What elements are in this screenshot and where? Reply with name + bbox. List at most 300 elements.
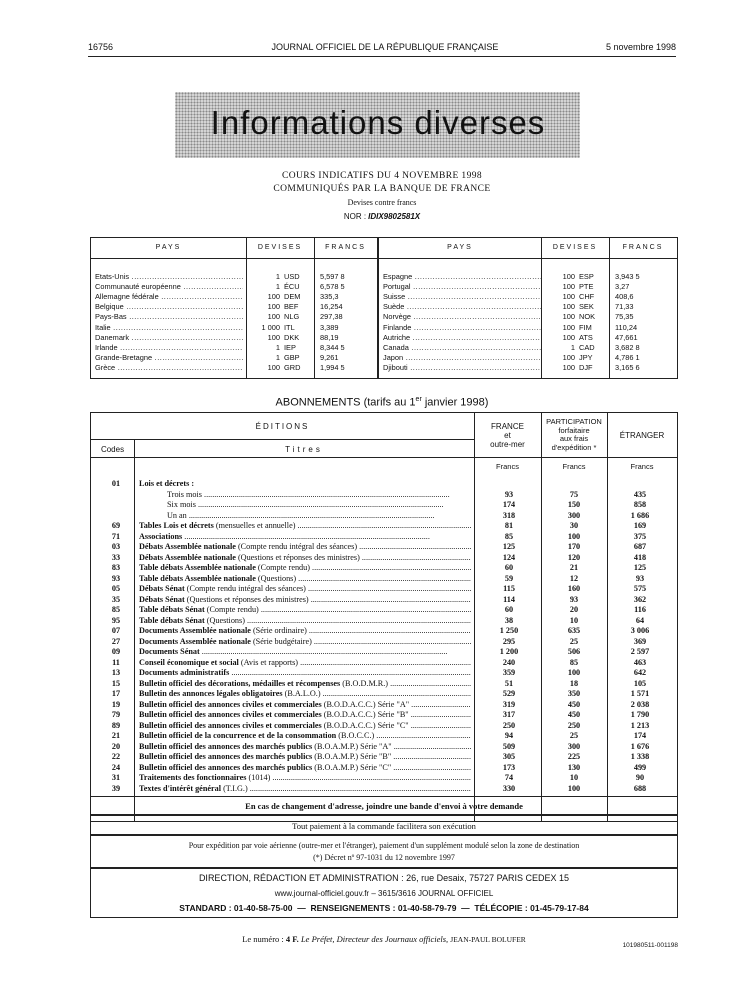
subscription-title <box>139 689 471 699</box>
subscription-row <box>91 521 677 531</box>
subscription-title-main: Bulletin officiel de la concurrence et de la consommation <box>139 731 337 740</box>
subscription-title-detail: (Compte rendu) <box>204 605 259 614</box>
cours-line-2: COMMUNIQUÉS PAR LA BANQUE DE FRANCE <box>273 184 491 194</box>
price-participation: 160 <box>567 584 581 593</box>
fx-rate-left: 297,38 <box>320 312 343 322</box>
contact-box <box>90 868 678 918</box>
subscription-row <box>91 668 677 678</box>
subscription-title-main: Documents Assemblée nationale <box>139 626 251 635</box>
price-france: 317 <box>502 710 516 719</box>
subscription-title-main: Lois et décrets : <box>139 479 195 488</box>
subscription-title-detail: (mensuelles et annuelle) <box>213 521 296 530</box>
subscription-title-main: Bulletin officiel des annonces des marchés publics <box>139 741 313 751</box>
price-etranger: 169 <box>633 521 647 530</box>
price-participation: 130 <box>567 762 581 772</box>
subscription-title-main: Documents Sénat <box>139 647 200 656</box>
price-participation: 25 <box>569 731 579 740</box>
fx-rate-right: 71,33 <box>615 302 634 312</box>
price-etranger: 687 <box>633 542 647 551</box>
price-participation: 30 <box>569 521 579 530</box>
price-france: 94 <box>504 731 514 740</box>
fx-rate-right: 3,165 6 <box>615 362 640 372</box>
etranger-header: ÉTRANGER <box>619 431 665 440</box>
subscription-row <box>91 700 677 710</box>
subscription-row <box>91 479 677 489</box>
subscription-code: 09 <box>111 647 121 656</box>
subscription-row <box>91 647 677 657</box>
subscription-title <box>139 763 471 773</box>
fx-unit-left: 1 <box>275 342 280 352</box>
subscription-title <box>167 500 471 510</box>
subscription-title <box>139 700 471 710</box>
fx-rate-left: 1,994 5 <box>320 362 345 372</box>
fx-country-right: Finlande ..... <box>383 323 541 333</box>
subscription-code: 21 <box>111 731 121 740</box>
price-participation: 85 <box>569 657 579 667</box>
price-etranger: 418 <box>633 552 647 562</box>
abonnements-title <box>88 396 676 409</box>
header-rule <box>88 56 676 57</box>
subscription-title-detail: (1014) <box>246 773 271 782</box>
subscription-title-detail: (Questions et réponses des ministres) <box>235 552 360 562</box>
abonnements-title-sub-pre: (tarifs au 1 <box>363 396 416 409</box>
subscription-title-main: Bulletin officiel des annonces civiles et commerciales <box>139 710 322 719</box>
fx-currency-code-left: USD <box>284 272 300 281</box>
subscription-title <box>139 647 471 657</box>
subscription-row <box>91 752 677 762</box>
nor-code: IDIX9802581X <box>368 212 421 221</box>
subscription-title-main: Table débats Sénat <box>139 615 205 625</box>
subscription-title-detail: (Questions et réponses des ministres) <box>184 594 309 604</box>
subscription-title <box>139 710 471 720</box>
subscription-title <box>139 637 471 647</box>
subscription-title <box>139 595 471 605</box>
subscription-code: 22 <box>111 752 121 761</box>
subscription-title <box>139 542 471 552</box>
fx-rate-right: 47,661 <box>615 332 638 342</box>
fx-rate-left: 16,254 <box>320 302 343 312</box>
fx-country-left: Belgique ..... <box>95 302 243 312</box>
price-etranger: 688 <box>633 783 647 793</box>
subscription-title <box>139 668 471 678</box>
subscription-title-detail: (B.A.L.O.) <box>282 689 321 698</box>
price-france: 330 <box>502 783 516 793</box>
subscription-code: 24 <box>111 762 121 772</box>
fx-currency-code-right: CAD <box>579 342 595 352</box>
price-france: 60 <box>504 563 514 572</box>
subscription-title-main: Débats Assemblée nationale <box>139 542 236 551</box>
fx-currency-code-left: NLG <box>284 312 300 322</box>
subscription-title <box>139 721 471 731</box>
subscription-title <box>139 742 471 752</box>
price-label: Le numéro : <box>242 934 284 944</box>
subscription-title-main: Table débats Assemblée nationale <box>139 573 256 583</box>
subscription-row <box>91 563 677 573</box>
fx-header-pays-left: PAYS <box>155 244 182 251</box>
price-participation: 506 <box>567 647 581 656</box>
subscription-row <box>91 605 677 615</box>
fx-country-left: Grande-Bretagne ..... <box>95 353 243 363</box>
fx-currency-code-left: DEM <box>284 292 301 302</box>
france-header-line-3: outre-mer <box>490 440 525 449</box>
price-france: 115 <box>503 584 515 593</box>
subscription-title <box>139 658 471 668</box>
subscription-row <box>91 574 677 584</box>
fx-country-right: Norvège ..... <box>383 312 541 322</box>
price-etranger: 1 676 <box>630 741 650 751</box>
subscription-title-detail: (B.O.A.M.P.) Série "C" <box>312 762 392 772</box>
price-etranger: 174 <box>633 731 647 740</box>
subscription-title <box>139 553 471 563</box>
fx-country-right: Canada ..... <box>383 343 541 353</box>
france-header <box>474 422 541 449</box>
participation-header <box>541 418 607 452</box>
francs-unit-france: Francs <box>496 462 519 471</box>
subscription-code: 85 <box>111 605 121 614</box>
air-shipping-line-1: Pour expédition par voie aérienne (outre-mer et l'étranger), paiement d'un supplément modulé selon la zone de destination <box>188 841 580 850</box>
price-france: 240 <box>502 657 516 667</box>
price-etranger: 105 <box>633 678 647 688</box>
price-france: 359 <box>502 668 516 677</box>
subscription-row <box>91 542 677 552</box>
fx-country-right: Suède ..... <box>383 302 541 312</box>
subscription-title-detail: (Avis et rapports) <box>238 657 299 667</box>
subscription-title <box>139 563 471 573</box>
price-france: 93 <box>504 489 514 499</box>
subscription-title-detail: (B.O.D.A.C.C.) Série "C" <box>321 720 409 730</box>
price-etranger: 90 <box>635 773 645 782</box>
contact-web: www.journal-officiel.gouv.fr – 3615/3616 JOURNAL OFFICIEL <box>274 889 494 898</box>
codes-header: Codes <box>100 445 125 454</box>
contact-phones <box>91 901 677 916</box>
nor-reference <box>88 212 676 221</box>
fx-rate-left: 6,578 5 <box>320 282 345 292</box>
price-france: 295 <box>502 636 516 646</box>
subscription-row <box>91 616 677 626</box>
fx-unit-right: 100 <box>562 332 575 342</box>
fx-header-devises-right: DEVISES <box>552 244 598 251</box>
subscription-title-detail: (Série ordinaire) <box>250 626 307 635</box>
fx-unit-left: 1 <box>275 272 280 281</box>
price-participation: 635 <box>567 626 581 635</box>
subscription-code: 71 <box>111 531 121 541</box>
subscription-code: 69 <box>111 521 121 530</box>
fx-rate-left: 335,3 <box>320 292 339 302</box>
subscription-title-main: Bulletin officiel des décorations, médailles et récompenses <box>139 678 341 688</box>
subscription-code: 33 <box>111 552 121 562</box>
subscription-row <box>91 742 677 752</box>
price-participation: 300 <box>567 510 581 520</box>
subscription-table <box>90 412 678 822</box>
subscription-row <box>91 595 677 605</box>
director-name: JEAN-PAUL BOLUFER <box>450 935 526 944</box>
subscription-code: 17 <box>111 689 121 698</box>
subscription-title-main: Bulletin des annonces légales obligatoires <box>139 689 283 698</box>
subscription-title <box>139 479 471 489</box>
price-france: 38 <box>504 615 514 625</box>
subscription-code: 05 <box>111 584 121 593</box>
fx-currency-code-right: DJF <box>579 362 593 372</box>
subscription-code: 27 <box>111 636 121 646</box>
subscription-title-detail: (B.O.A.M.P.) Série "A" <box>312 741 392 751</box>
participation-header-line-3: aux frais <box>559 434 589 443</box>
fx-currency-code-left: GBP <box>284 352 300 362</box>
fx-unit-right: 100 <box>562 352 575 362</box>
subscription-code: 13 <box>111 668 121 677</box>
price-france: 60 <box>504 605 514 614</box>
fx-rate-right: 3,27 <box>615 282 630 292</box>
price-etranger: 1 338 <box>630 752 650 761</box>
fx-country-right: Autriche ..... <box>383 333 541 343</box>
payment-notice: Tout paiement à la commande facilitera son exécution <box>90 815 678 835</box>
fx-header-francs-right: FRANCS <box>622 244 664 251</box>
francs-unit-etranger: Francs <box>630 462 654 471</box>
subscription-title <box>139 679 471 689</box>
price-participation: 450 <box>567 710 581 719</box>
fx-country-left: Allemagne fédérale ..... <box>95 292 243 302</box>
subscription-code: 15 <box>111 678 121 688</box>
price-etranger: 858 <box>633 500 647 509</box>
fx-rate-right: 75,35 <box>615 312 634 322</box>
fx-currency-code-left: DKK <box>284 332 300 342</box>
fx-unit-left: 100 <box>267 302 280 312</box>
subscription-title-main: Bulletin officiel des annonces civiles et commerciales <box>139 720 322 730</box>
price-etranger: 642 <box>633 668 647 677</box>
titres-header: Titres <box>285 445 323 454</box>
fx-country-left: Communauté européenne ..... <box>95 282 243 292</box>
subscription-title-detail: (Compte rendu intégral des séances) <box>235 542 358 551</box>
price-france: 509 <box>502 741 516 751</box>
price-participation: 250 <box>567 720 581 730</box>
subscription-row <box>91 731 677 741</box>
fx-currency-code-right: NOK <box>579 312 596 322</box>
fx-currency-code-right: FIM <box>579 322 592 332</box>
price-etranger: 64 <box>635 615 645 625</box>
price-france: 125 <box>502 542 516 551</box>
fx-unit-right: 100 <box>562 362 575 372</box>
subscription-title-main: Table débats Assemblée nationale <box>139 563 256 572</box>
price-france: 529 <box>502 689 516 698</box>
fx-unit-left: 100 <box>267 312 280 322</box>
fx-country-left: Italie ..... <box>95 323 243 333</box>
fx-unit-right: 100 <box>562 282 575 292</box>
subscription-row <box>91 553 677 563</box>
subscription-title-main: Débats Assemblée nationale <box>139 552 236 562</box>
subscription-row <box>91 710 677 720</box>
price-france: 1 200 <box>499 647 519 656</box>
price-participation: 100 <box>567 783 581 793</box>
fx-country-left: Etats-Unis ..... <box>95 272 243 282</box>
subscription-row <box>91 626 677 636</box>
contact-separator-2: — <box>461 903 470 913</box>
price-participation: 350 <box>567 689 581 698</box>
price-participation: 10 <box>569 773 579 782</box>
price-etranger: 2 038 <box>630 699 650 709</box>
abonnements-title-sub-post: janvier 1998) <box>421 396 489 409</box>
fx-currency-code-left: ITL <box>284 322 295 332</box>
price-etranger: 1 213 <box>630 720 650 730</box>
francs-unit-participation: Francs <box>562 462 586 471</box>
subscription-code: 79 <box>111 710 121 719</box>
subscription-code: 07 <box>111 626 121 635</box>
fx-unit-left: 100 <box>267 332 280 342</box>
fx-unit-left: 1 <box>275 282 280 292</box>
fx-country-left: Pays-Bas ..... <box>95 312 243 322</box>
price-etranger: 1 790 <box>630 710 650 719</box>
subscription-title-main: Table débats Sénat <box>139 605 205 614</box>
price-etranger: 3 006 <box>630 626 650 635</box>
subscription-row <box>91 637 677 647</box>
subscription-row <box>91 490 677 500</box>
contact-renseignements: RENSEIGNEMENTS : 01-40-58-79-79 <box>310 903 457 913</box>
subscription-title-main: Bulletin officiel des annonces des marchés publics <box>139 762 313 772</box>
subscription-code: 03 <box>111 542 121 551</box>
subscription-code: 95 <box>111 615 121 625</box>
subscription-title-main: Textes d'intérêt général <box>139 783 222 793</box>
subscription-title <box>139 731 471 741</box>
subscription-title-detail: (Série budgétaire) <box>250 636 312 646</box>
subscription-row <box>91 584 677 594</box>
air-shipping-line-2: (*) Décret nº 97-1031 du 12 novembre 1997 <box>313 853 455 862</box>
subscription-title-detail: (Compte rendu) <box>255 563 310 572</box>
page-number: 16756 <box>88 42 114 52</box>
price-etranger: 1 686 <box>630 510 650 520</box>
price-france: 318 <box>502 510 516 520</box>
subscription-title-main: Traitements des fonctionnaires <box>139 773 247 782</box>
nor-label: NOR : <box>343 212 367 221</box>
subscription-row <box>91 679 677 689</box>
subscription-title-main: Débats Sénat <box>139 584 185 593</box>
subscription-title <box>139 521 471 531</box>
participation-header-line-1: PARTICIPATION <box>546 417 602 426</box>
air-shipping-notice <box>90 835 678 868</box>
subscription-row <box>91 689 677 699</box>
subscription-code: 01 <box>111 479 121 488</box>
price-etranger: 499 <box>633 762 647 772</box>
price-value: 4 F. <box>285 934 299 944</box>
contact-standard: STANDARD : 01-40-58-75-00 <box>179 903 293 913</box>
subscription-title-main: Six mois <box>167 500 196 509</box>
subscription-title-detail: (T.I.G.) <box>221 783 248 793</box>
subscription-row <box>91 511 677 521</box>
fx-currency-code-left: GRD <box>284 362 301 372</box>
price-france: 59 <box>504 573 514 583</box>
fx-currency-code-left: IEP <box>284 342 296 352</box>
fx-unit-left: 100 <box>267 292 280 302</box>
fx-rate-right: 110,24 <box>615 322 638 332</box>
subscription-row <box>91 773 677 783</box>
subscription-code: 31 <box>111 773 121 782</box>
fx-currency-code-right: PTE <box>579 282 594 292</box>
subscription-title-detail: (Compte rendu intégral des séances) <box>184 584 306 593</box>
subscription-title <box>139 532 471 542</box>
fx-rate-right: 408,6 <box>615 292 634 302</box>
abonnements-title-sup: er <box>415 396 422 403</box>
subscription-title <box>139 574 471 584</box>
price-etranger: 2 597 <box>630 647 650 656</box>
price-participation: 225 <box>567 752 581 761</box>
fx-currency-code-right: JPY <box>579 352 593 362</box>
france-header-line-2: et <box>504 431 511 440</box>
fx-currency-code-right: CHF <box>579 292 595 302</box>
participation-header-line-4: d'expédition * <box>551 442 597 452</box>
fx-unit-right: 100 <box>562 272 575 281</box>
price-france: 305 <box>502 752 516 761</box>
subscription-title-detail: (Questions) <box>255 573 297 583</box>
subscription-title <box>139 752 471 762</box>
fx-unit-left: 100 <box>267 362 280 372</box>
price-etranger: 575 <box>633 584 647 593</box>
price-etranger: 116 <box>634 605 646 614</box>
journal-title: JOURNAL OFFICIEL DE LA RÉPUBLIQUE FRANÇAISE <box>271 42 499 52</box>
subscription-row <box>91 721 677 731</box>
subscription-row <box>91 658 677 668</box>
price-participation: 21 <box>569 563 579 572</box>
subscription-title <box>167 490 471 500</box>
price-france: 51 <box>504 678 514 688</box>
subscription-title-detail: (B.O.C.C.) <box>336 731 375 740</box>
issue-date: 5 novembre 1998 <box>605 42 676 52</box>
fx-unit-right: 1 <box>570 342 575 352</box>
editions-header: ÉDITIONS <box>255 422 310 431</box>
subscription-title <box>139 784 471 794</box>
fx-rate-right: 4,786 1 <box>615 352 640 362</box>
subscription-title-main: Documents Assemblée nationale <box>139 636 251 646</box>
price-etranger: 435 <box>633 489 647 499</box>
price-etranger: 1 571 <box>630 689 650 698</box>
price-participation: 100 <box>567 531 581 541</box>
subscription-code: 19 <box>111 699 121 709</box>
cours-line-1: COURS INDICATIFS DU 4 NOVEMBRE 1998 <box>281 171 483 181</box>
subscription-title <box>139 605 471 615</box>
fx-country-right: Espagne ..... <box>383 272 541 282</box>
subscription-title-main: Conseil économique et social <box>139 657 239 667</box>
subscription-title <box>139 626 471 636</box>
subscription-code: 35 <box>111 594 121 604</box>
document-reference: 101980511-001198 <box>622 942 678 949</box>
fx-country-right: Portugal ..... <box>383 282 541 292</box>
subscription-title-main: Un an <box>167 510 187 520</box>
prefet-text: Le Préfet, Directeur des Journaux officiels, <box>300 934 449 944</box>
subscription-code: 89 <box>111 720 121 730</box>
subscription-row <box>91 784 677 794</box>
fx-country-right: Japon ..... <box>383 353 541 363</box>
price-france: 1 250 <box>499 626 519 635</box>
fx-country-right: Suisse ..... <box>383 292 541 302</box>
fx-country-left: Danemark ..... <box>95 333 243 343</box>
subscription-title <box>167 511 471 521</box>
fx-unit-right: 100 <box>562 292 575 302</box>
fx-unit-left: 1 000 <box>261 322 280 332</box>
price-france: 319 <box>502 699 516 709</box>
fx-country-left: Irlande ..... <box>95 343 243 353</box>
subscription-title-main: Bulletin officiel des annonces des marchés publics <box>139 752 313 761</box>
subscription-title-detail: (Questions) <box>204 615 245 625</box>
fx-rate-left: 9,261 <box>320 352 339 362</box>
subscription-row <box>91 532 677 542</box>
subscription-title <box>139 773 471 783</box>
fx-unit-right: 100 <box>562 322 575 332</box>
price-france: 74 <box>504 773 514 782</box>
price-participation: 25 <box>569 636 579 646</box>
subscription-title-main: Tables Lois et décrets <box>139 521 214 530</box>
fx-unit-left: 1 <box>275 352 280 362</box>
fx-currency-code-left: ÉCU <box>284 282 300 292</box>
price-participation: 450 <box>567 699 581 709</box>
price-france: 114 <box>503 594 515 604</box>
fx-header-devises-left: DEVISES <box>257 244 303 251</box>
subscription-title-main: Bulletin officiel des annonces civiles et commerciales <box>139 699 322 709</box>
